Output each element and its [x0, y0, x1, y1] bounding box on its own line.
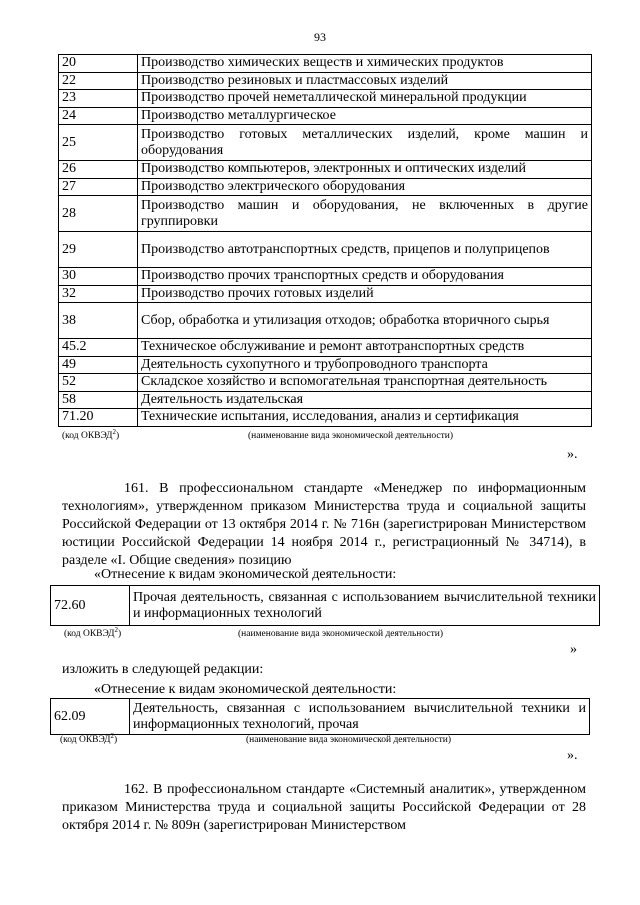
okved-code: 30: [59, 268, 138, 286]
table-row: [59, 339, 592, 357]
code-caption: (код ОКВЭД$^2$): [62, 427, 120, 441]
activity-name: Техническое обслуживание и ремонт автотранспортных средств: [138, 339, 592, 357]
new-name: Деятельность, связанная с использованием вычислительной техники и информационных технологий, прочая: [130, 699, 590, 735]
activity-name: Сбор, обработка и утилизация отходов; обработка вторичного сырья: [138, 303, 592, 339]
okved-code: 22: [59, 72, 138, 90]
activity-name: Производство электрического оборудования: [138, 178, 592, 196]
okved-code: 52: [59, 374, 138, 392]
quote-end-2: »: [570, 642, 577, 657]
table-row: [59, 125, 592, 161]
table-row: [59, 285, 592, 303]
okved-code: 58: [59, 391, 138, 409]
activity-name: Складское хозяйство и вспомогательная транспортная деятельность: [138, 374, 592, 392]
code-caption-2: (код ОКВЭД$^2$): [64, 625, 122, 639]
table-row: [59, 374, 592, 392]
new-okved-table: [50, 698, 590, 735]
okved-table: [58, 54, 592, 427]
page-number: 93: [314, 30, 326, 44]
okved-code: 20: [59, 55, 138, 73]
replace-text: изложить в следующей редакции:: [62, 662, 264, 677]
new-code: 62.09: [51, 699, 130, 735]
activity-name: Технические испытания, исследования, анализ и сертификация: [138, 409, 592, 427]
activity-name: Производство прочих транспортных средств и оборудования: [138, 268, 592, 286]
paragraph-161: 161. В профессиональном стандарте «Менеджер по информационным технологиям», утвержденном приказом Министерства труда и социальной защиты Российской Федерации от 13 октября 2014 г. № 716н (зарегистрирован Министерством юстиции Российской Федерации 14 ноября 2014 г., регистрационный № 34714), в разделе «I. Общие сведения» позицию: [62, 481, 586, 568]
activity-name: Производство прочих готовых изделий: [138, 285, 592, 303]
name-caption-3: (наименование вида экономической деятельности): [246, 735, 451, 745]
okved-code: 24: [59, 107, 138, 125]
name-caption-2: (наименование вида экономической деятельности): [238, 629, 443, 639]
okved-code: 49: [59, 356, 138, 374]
table-row: [59, 161, 592, 179]
quote-end-3: ».: [567, 748, 578, 763]
okved-code: 32: [59, 285, 138, 303]
activity-name: Производство химических веществ и химических продуктов: [138, 55, 592, 73]
heading-activity-types: «Отнесение к видам экономической деятельности:: [94, 567, 397, 582]
activity-name: Производство готовых металлических изделий, кроме машин и оборудования: [138, 125, 592, 161]
old-name: Прочая деятельность, связанная с использованием вычислительной техники и информационных технологий: [130, 586, 600, 626]
activity-name: Производство металлургическое: [138, 107, 592, 125]
table-row: [59, 178, 592, 196]
okved-code: 45.2: [59, 339, 138, 357]
okved-code: 38: [59, 303, 138, 339]
okved-code: 23: [59, 90, 138, 108]
name-caption: (наименование вида экономической деятельности): [248, 431, 453, 441]
code-caption-3: (код ОКВЭД$^2$): [60, 731, 118, 745]
activity-name: Производство компьютеров, электронных и оптических изделий: [138, 161, 592, 179]
table-row: [59, 196, 592, 232]
activity-name: Производство прочей неметаллической минеральной продукции: [138, 90, 592, 108]
table-row: [59, 72, 592, 90]
old-okved-table: [50, 585, 600, 626]
table-row: [59, 409, 592, 427]
okved-code: 28: [59, 196, 138, 232]
table-row: [59, 232, 592, 268]
table-row: [59, 356, 592, 374]
table-row: [59, 303, 592, 339]
table-row: [59, 391, 592, 409]
quote-end: ».: [567, 447, 578, 462]
table-row: [59, 107, 592, 125]
activity-name: Деятельность сухопутного и трубопроводного транспорта: [138, 356, 592, 374]
okved-code: 71.20: [59, 409, 138, 427]
activity-name: Производство резиновых и пластмассовых изделий: [138, 72, 592, 90]
okved-code: 27: [59, 178, 138, 196]
paragraph-162: 162. В профессиональном стандарте «Системный аналитик», утвержденном приказом Министерства труда и социальной защиты Российской Федерации от 28 октября 2014 г. № 809н (зарегистрирован Министерством: [62, 782, 586, 833]
heading-activity-types-2: «Отнесение к видам экономической деятельности:: [94, 682, 397, 697]
table-row: [59, 55, 592, 73]
activity-name: Производство машин и оборудования, не включенных в другие группировки: [138, 196, 592, 232]
table-row: [59, 90, 592, 108]
activity-name: Деятельность издательская: [138, 391, 592, 409]
old-code: 72.60: [51, 586, 130, 626]
okved-code: 26: [59, 161, 138, 179]
table-row: [59, 268, 592, 286]
okved-code: 25: [59, 125, 138, 161]
okved-code: 29: [59, 232, 138, 268]
activity-name: Производство автотранспортных средств, прицепов и полуприцепов: [138, 232, 592, 268]
